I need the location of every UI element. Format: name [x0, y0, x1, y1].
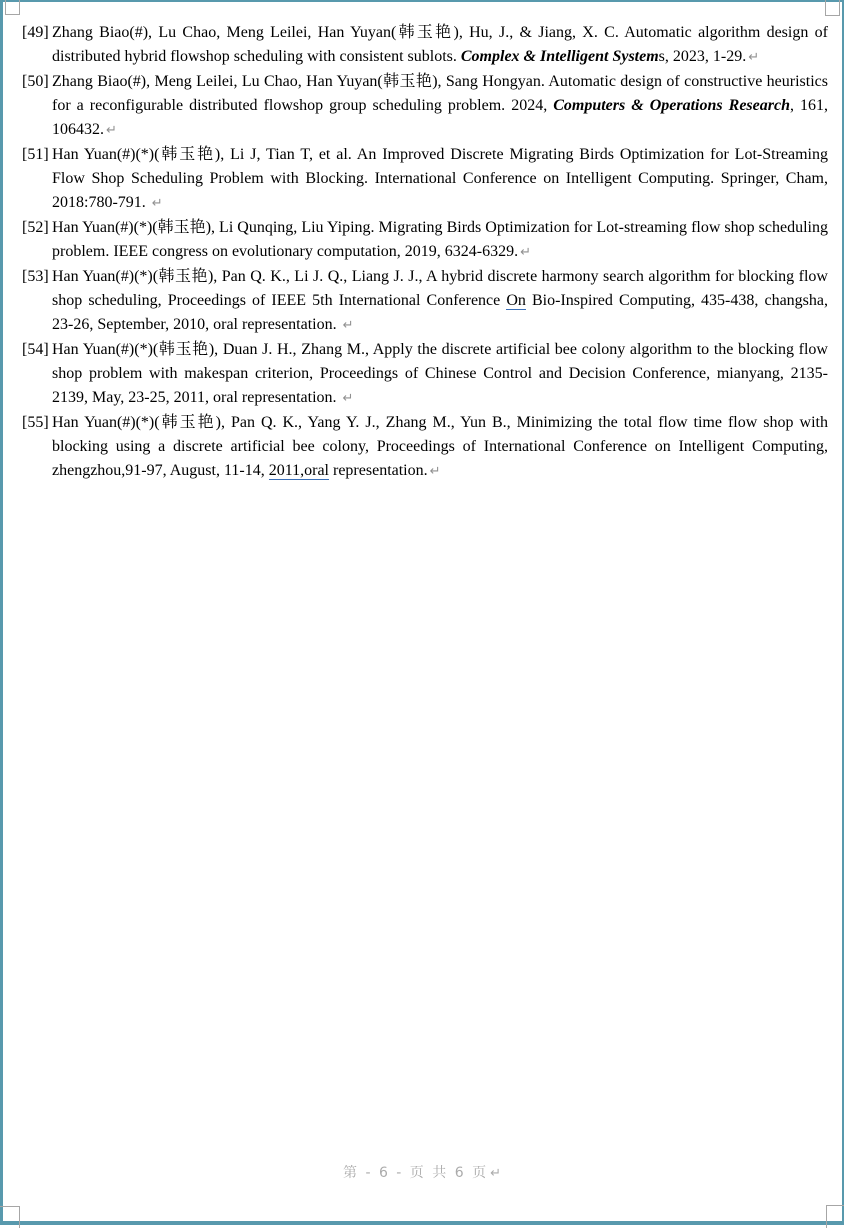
paragraph-mark-icon: ↵ — [520, 245, 532, 260]
reference-text: , 161, 106432. — [52, 97, 829, 138]
reference-text: Han Yuan(#)(*)(韩玉艳), Pan Q. K., Li J. Q., Liang J. J., A hybrid discrete harmony search algorithm for blocking flow shop scheduling, Proceedings of IEEE 5th International Conference — [52, 268, 828, 309]
paragraph-mark-icon: ↵ — [342, 391, 354, 406]
reference-id: [51] — [22, 146, 49, 163]
underlined-text: 2011,oral — [268, 462, 329, 479]
page-border-left — [0, 0, 3, 1225]
reference-item — [22, 338, 828, 411]
paragraph-mark-icon: ↵ — [429, 464, 441, 479]
reference-item — [22, 216, 828, 265]
reference-text: Zhang Biao(#), Meng Leilei, Lu Chao, Han Yuyan(韩玉艳), Sang Hongyan. Automatic design of constructive heuristics for a reconfigurable distributed flowshop group scheduling problem. 2024, — [52, 73, 828, 114]
reference-item — [22, 265, 828, 338]
page-border-top — [0, 0, 844, 2]
page-number-text: 第 - 6 - 页 共 6 页 — [343, 1165, 489, 1181]
reference-text: Han Yuan(#)(*)(韩玉艳), Duan J. H., Zhang M., Apply the discrete artificial bee colony algorithm to the blocking flow shop problem with makespan criterion, Proceedings of Chinese Control and Decision Conference, mianyang, 2135-2139, May, 23-25, 2011, oral representation. — [52, 341, 828, 406]
margin-crop-mark-top-left — [5, 0, 20, 15]
reference-id: [53] — [22, 268, 49, 285]
reference-text: Zhang Biao(#), Lu Chao, Meng Leilei, Han Yuyan(韩玉艳), Hu, J., & Jiang, X. C. Automatic algorithm design of distributed hybrid flowshop scheduling with consistent sublots. — [52, 24, 828, 65]
margin-crop-mark-bottom-right — [826, 1205, 844, 1228]
reference-text: Han Yuan(#)(*)(韩玉艳), Li Qunqing, Liu Yiping. Migrating Birds Optimization for Lot-streaming flow shop scheduling problem. IEEE congress on evolutionary computation, 2019, 6324-6329. — [52, 219, 828, 260]
reference-item — [22, 21, 828, 70]
paragraph-mark-icon: ↵ — [342, 318, 354, 333]
reference-text: s, 2023, 1-29. — [658, 48, 747, 65]
reference-item — [22, 70, 828, 143]
reference-text: Bio-Inspired Computing, 435-438, changsha, 23-26, September, 2010, oral representation. — [52, 292, 828, 333]
reference-text: Han Yuan(#)(*)(韩玉艳), Pan Q. K., Yang Y. J., Zhang M., Yun B., Minimizing the total flow time flow shop with blocking using a discrete artificial bee colony, Proceedings of International Conference on Intelligent Computing, zhengzhou,91-97, August, 11-14, — [52, 414, 828, 479]
margin-crop-mark-bottom-left — [0, 1206, 20, 1228]
paragraph-mark-icon: ↵ — [748, 50, 760, 65]
journal-name: Computers & Operations Research — [553, 97, 790, 114]
paragraph-mark-icon: ↵ — [490, 1166, 501, 1181]
references-list — [22, 21, 828, 484]
reference-id: [49] — [22, 24, 49, 41]
paragraph-mark-icon: ↵ — [106, 123, 117, 138]
reference-text: representation. — [329, 462, 428, 479]
reference-id: [54] — [22, 341, 49, 358]
underlined-text: On — [506, 292, 526, 309]
reference-item — [22, 143, 828, 216]
reference-item — [22, 411, 828, 484]
paragraph-mark-icon: ↵ — [151, 196, 163, 211]
reference-id: [52] — [22, 219, 49, 236]
page-footer — [0, 1162, 844, 1182]
reference-id: [50] — [22, 73, 49, 90]
reference-id: [55] — [22, 414, 49, 431]
journal-name: Complex & Intelligent System — [460, 48, 659, 65]
margin-crop-mark-top-right — [825, 0, 840, 16]
reference-text: Han Yuan(#)(*)(韩玉艳), Li J, Tian T, et al. An Improved Discrete Migrating Birds Optimization for Lot-Streaming Flow Shop Scheduling Problem with Blocking. International Conference on Intelligent Computing. Springer, Cham, 2018:780-791. — [52, 146, 828, 211]
page-border-bottom — [0, 1221, 844, 1225]
